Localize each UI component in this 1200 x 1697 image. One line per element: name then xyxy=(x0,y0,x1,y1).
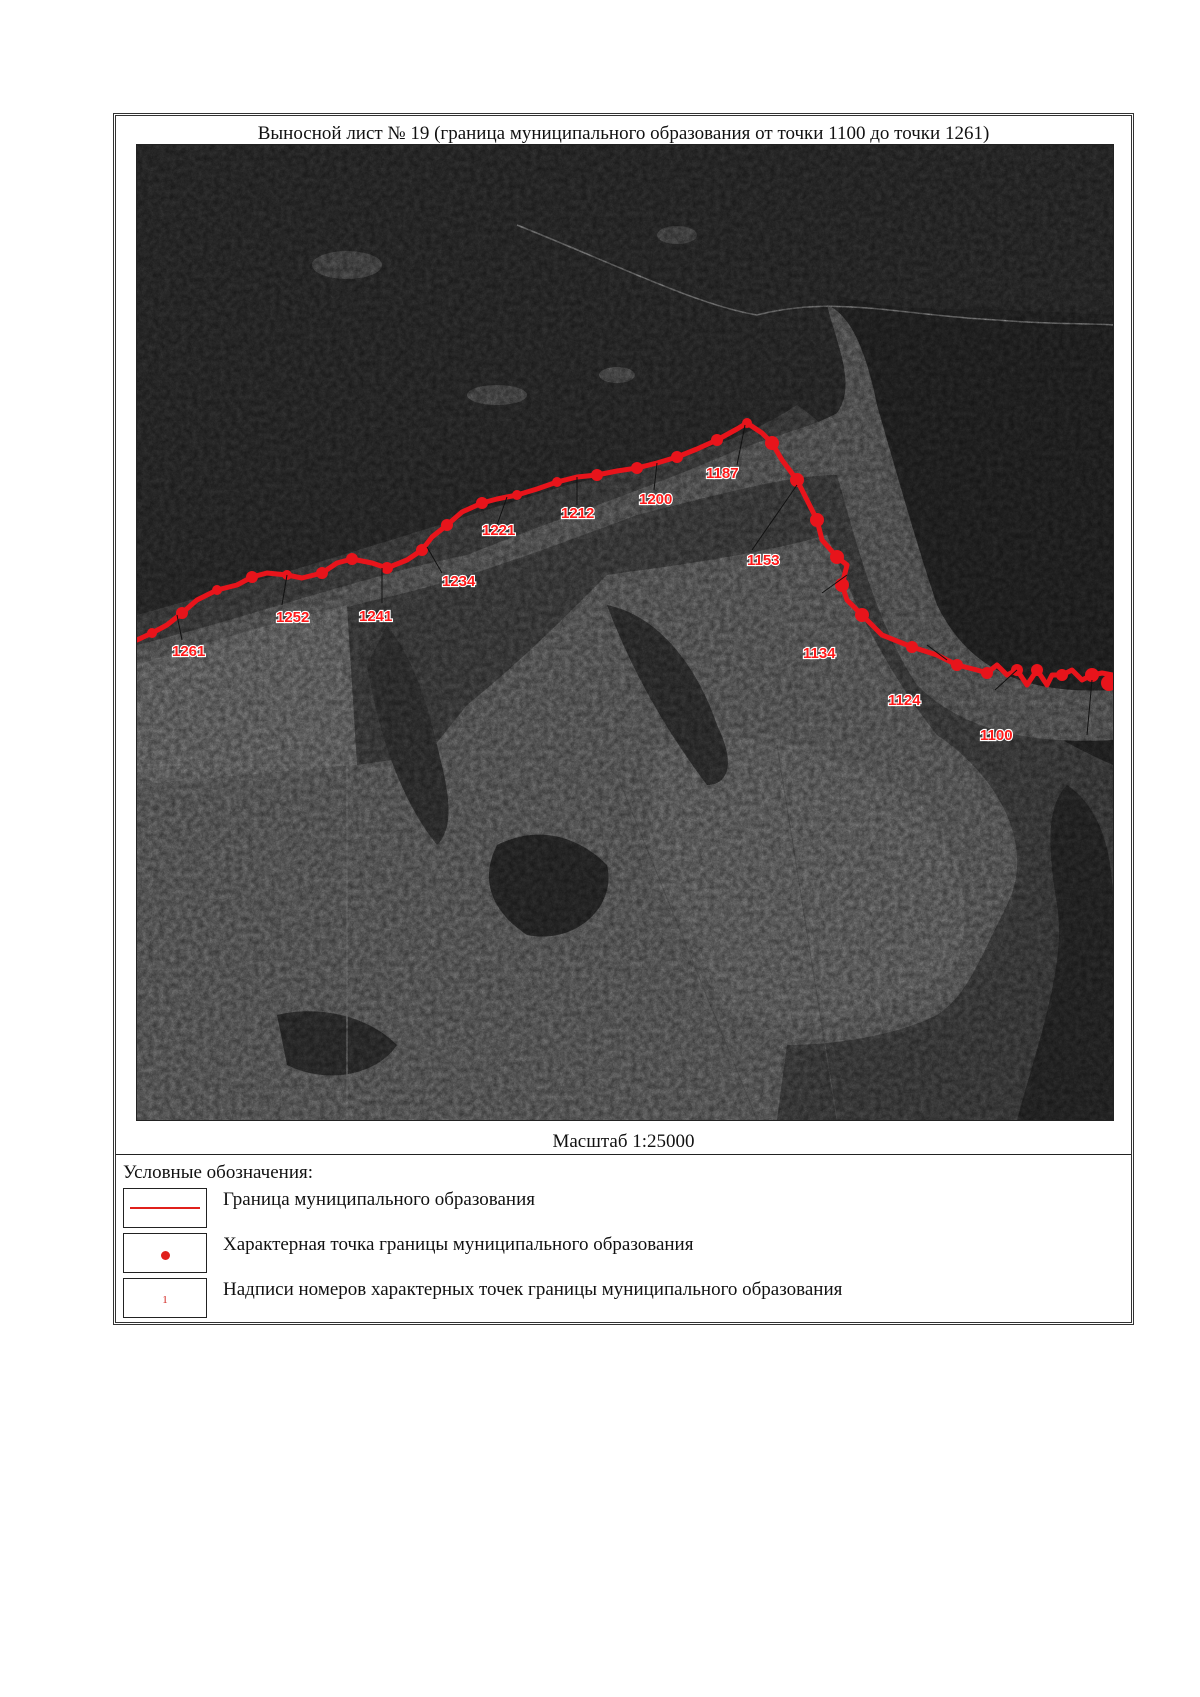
aerial-map[interactable] xyxy=(136,144,1114,1121)
legend-symbol-box xyxy=(123,1278,207,1318)
map-sheet xyxy=(113,113,1134,1325)
point-label-1212: 1212 xyxy=(561,505,595,522)
legend-label: Характерная точка границы муниципального образования xyxy=(223,1234,694,1255)
legend-item-boundary xyxy=(123,1188,1113,1230)
point-label-1241: 1241 xyxy=(359,608,393,625)
legend-symbol-box xyxy=(123,1233,207,1273)
boundary-line-symbol xyxy=(130,1207,200,1209)
point-label-1252: 1252 xyxy=(276,609,310,626)
point-label-1200: 1200 xyxy=(639,491,673,508)
point-number-symbol: 1 xyxy=(162,1294,168,1306)
point-label-1187: 1187 xyxy=(706,465,739,482)
legend-divider xyxy=(116,1154,1131,1155)
map-canvas xyxy=(137,145,1113,1120)
legend-item-point xyxy=(123,1233,1113,1275)
point-label-1124: 1124 xyxy=(888,692,921,709)
legend-label: Надписи номеров характерных точек границы муниципального образования xyxy=(223,1279,843,1300)
sheet-title: Выносной лист № 19 (граница муниципального образования от точки 1100 до точки 1261) xyxy=(257,123,990,144)
point-label-1134: 1134 xyxy=(803,645,836,662)
point-label-1153: 1153 xyxy=(747,552,780,569)
legend-heading: Условные обозначения: xyxy=(123,1162,314,1183)
point-label-1261: 1261 xyxy=(172,643,206,660)
legend-symbol-box xyxy=(123,1188,207,1228)
legend-item-number xyxy=(123,1278,1113,1320)
point-label-1100: 1100 xyxy=(980,727,1013,744)
legend-label: Граница муниципального образования xyxy=(223,1189,535,1210)
map-scale: Масштаб 1:25000 xyxy=(552,1131,695,1152)
point-label-1221: 1221 xyxy=(482,522,516,539)
boundary-point-symbol xyxy=(161,1251,170,1260)
point-label-1234: 1234 xyxy=(442,573,476,590)
